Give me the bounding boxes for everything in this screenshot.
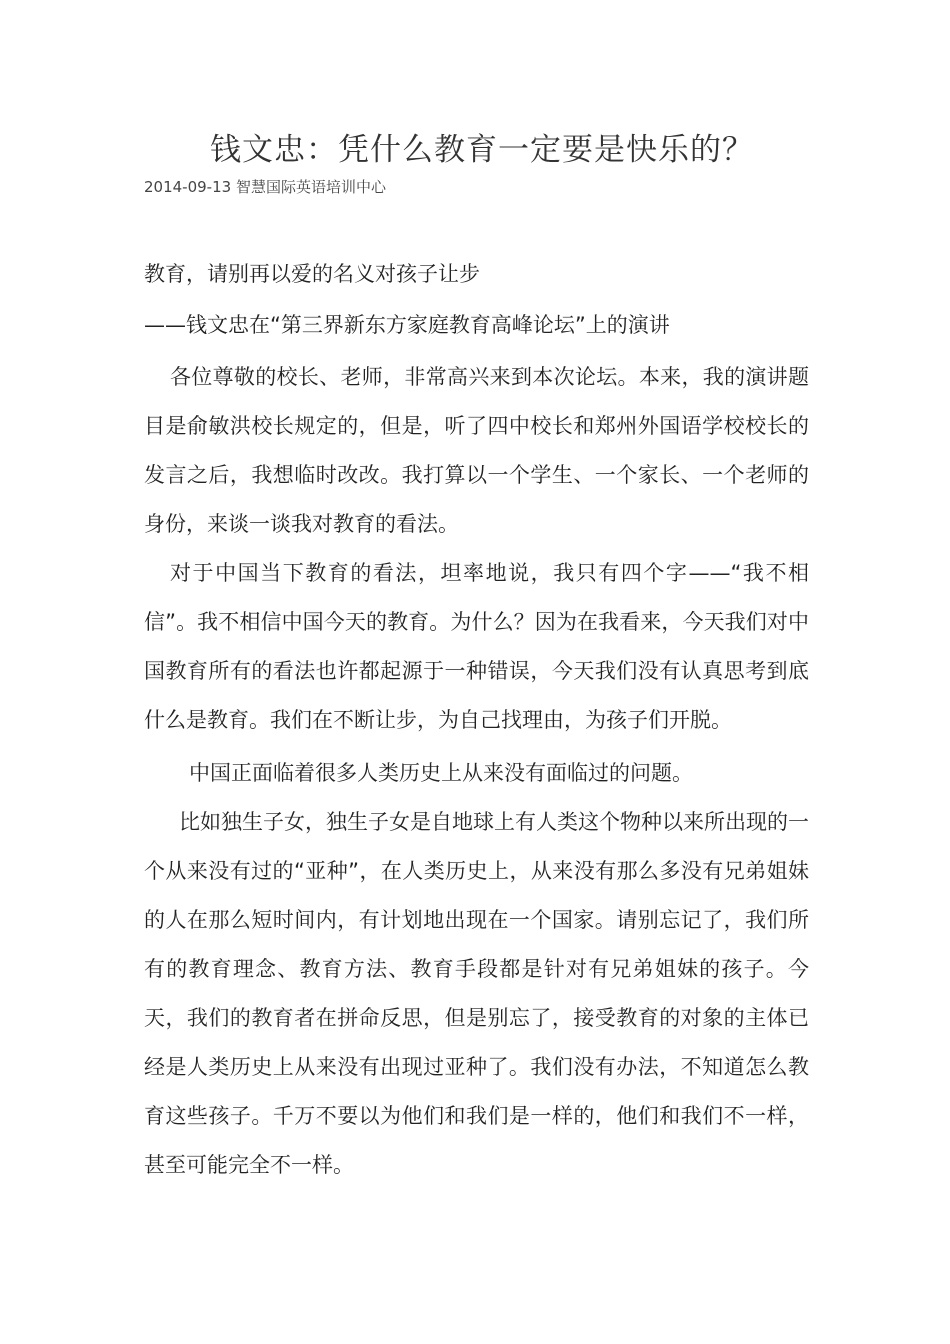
- paragraph: 中国正面临着很多人类历史上从来没有面临过的问题。: [189, 761, 693, 785]
- article-meta: 2014-09-13 智慧国际英语培训中心: [144, 178, 386, 196]
- article-title: 钱文忠：凭什么教育一定要是快乐的？: [210, 132, 754, 168]
- paragraph: 比如独生子女，独生子女是自地球上有人类这个物种以来所出现的一个从来没有过的“亚种”，在人类历史上，从来没有那么多没有兄弟姐妹的人在那么短时间内，有计划地出现在一个国家。请别忘记了，我们所有的教育理念、教育方法、教育手段都是针对有兄弟姐妹的孩子。今天，我们的教育者在拼命反思，但是别忘了，接受教育的对象的主体已经是人类历史上从来没有出现过亚种了。我们没有办法，不知道怎么教育这些孩子。千万不要以为他们和我们是一样的，他们和我们不一样，甚至可能完全不一样。: [144, 810, 809, 1177]
- paragraph: 各位尊敬的校长、老师，非常高兴来到本次论坛。本来，我的演讲题目是俞敏洪校长规定的，但是，听了四中校长和郑州外国语学校校长的发言之后，我想临时改改。我打算以一个学生、一个家长、一个老师的身份，来谈一谈我对教育的看法。: [144, 365, 809, 536]
- speech-attribution: ——钱文忠在“第三界新东方家庭教育高峰论坛”上的演讲: [144, 313, 670, 337]
- paragraph: 对于中国当下教育的看法，坦率地说，我只有四个字——“我不相信”。我不相信中国今天的教育。为什么？因为在我看来，今天我们对中国教育所有的看法也许都起源于一种错误，今天我们没有认真思考到底什么是教育。我们在不断让步，为自己找理由，为孩子们开脱。: [144, 561, 809, 732]
- article-subtitle: 教育，请别再以爱的名义对孩子让步: [144, 262, 480, 286]
